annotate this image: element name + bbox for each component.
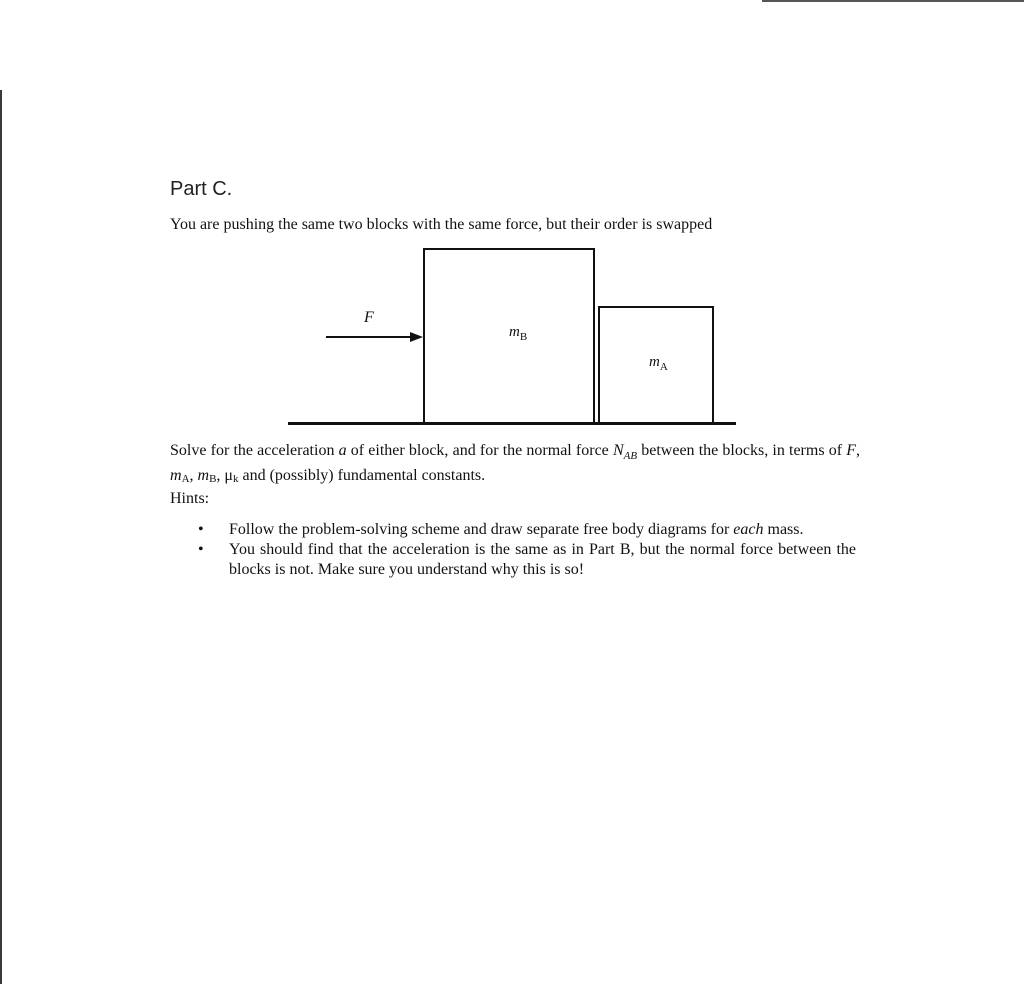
page-edge-top: [762, 0, 1024, 2]
force-label: F: [364, 309, 374, 326]
bullet-icon: •: [198, 521, 204, 538]
page-edge-left: [0, 90, 2, 984]
list-item: • Follow the problem-solving scheme and draw separate free body diagrams for each mass.: [198, 521, 804, 538]
blocks-diagram: [280, 245, 740, 435]
intro-text: You are pushing the same two blocks with the same force, but their order is swapped: [170, 216, 713, 233]
hints-label: Hints:: [170, 490, 210, 507]
bullet-icon: •: [198, 541, 204, 558]
block-b-label: $m_B$: [509, 324, 528, 343]
force-arrow-shaft: [326, 336, 414, 338]
list-item: • You should find that the acceleration is the same as in Part B, but the normal force between the blocks is not. Make sure you understand why this is so!: [198, 541, 856, 578]
part-heading: Part C.: [170, 178, 233, 200]
hint-list: [196, 520, 856, 580]
ground-line: [288, 422, 736, 425]
block-a: [598, 306, 714, 424]
force-arrow-head: [410, 332, 423, 342]
block-a-label: $m_A$: [649, 354, 668, 373]
problem-statement: Solve for the acceleration a of either block, and for the normal force $N_{AB}$ between the blocks, in terms of F, mA, mB, μk and (possibly) fundamental constants.: [170, 442, 860, 486]
block-b: [423, 248, 595, 424]
